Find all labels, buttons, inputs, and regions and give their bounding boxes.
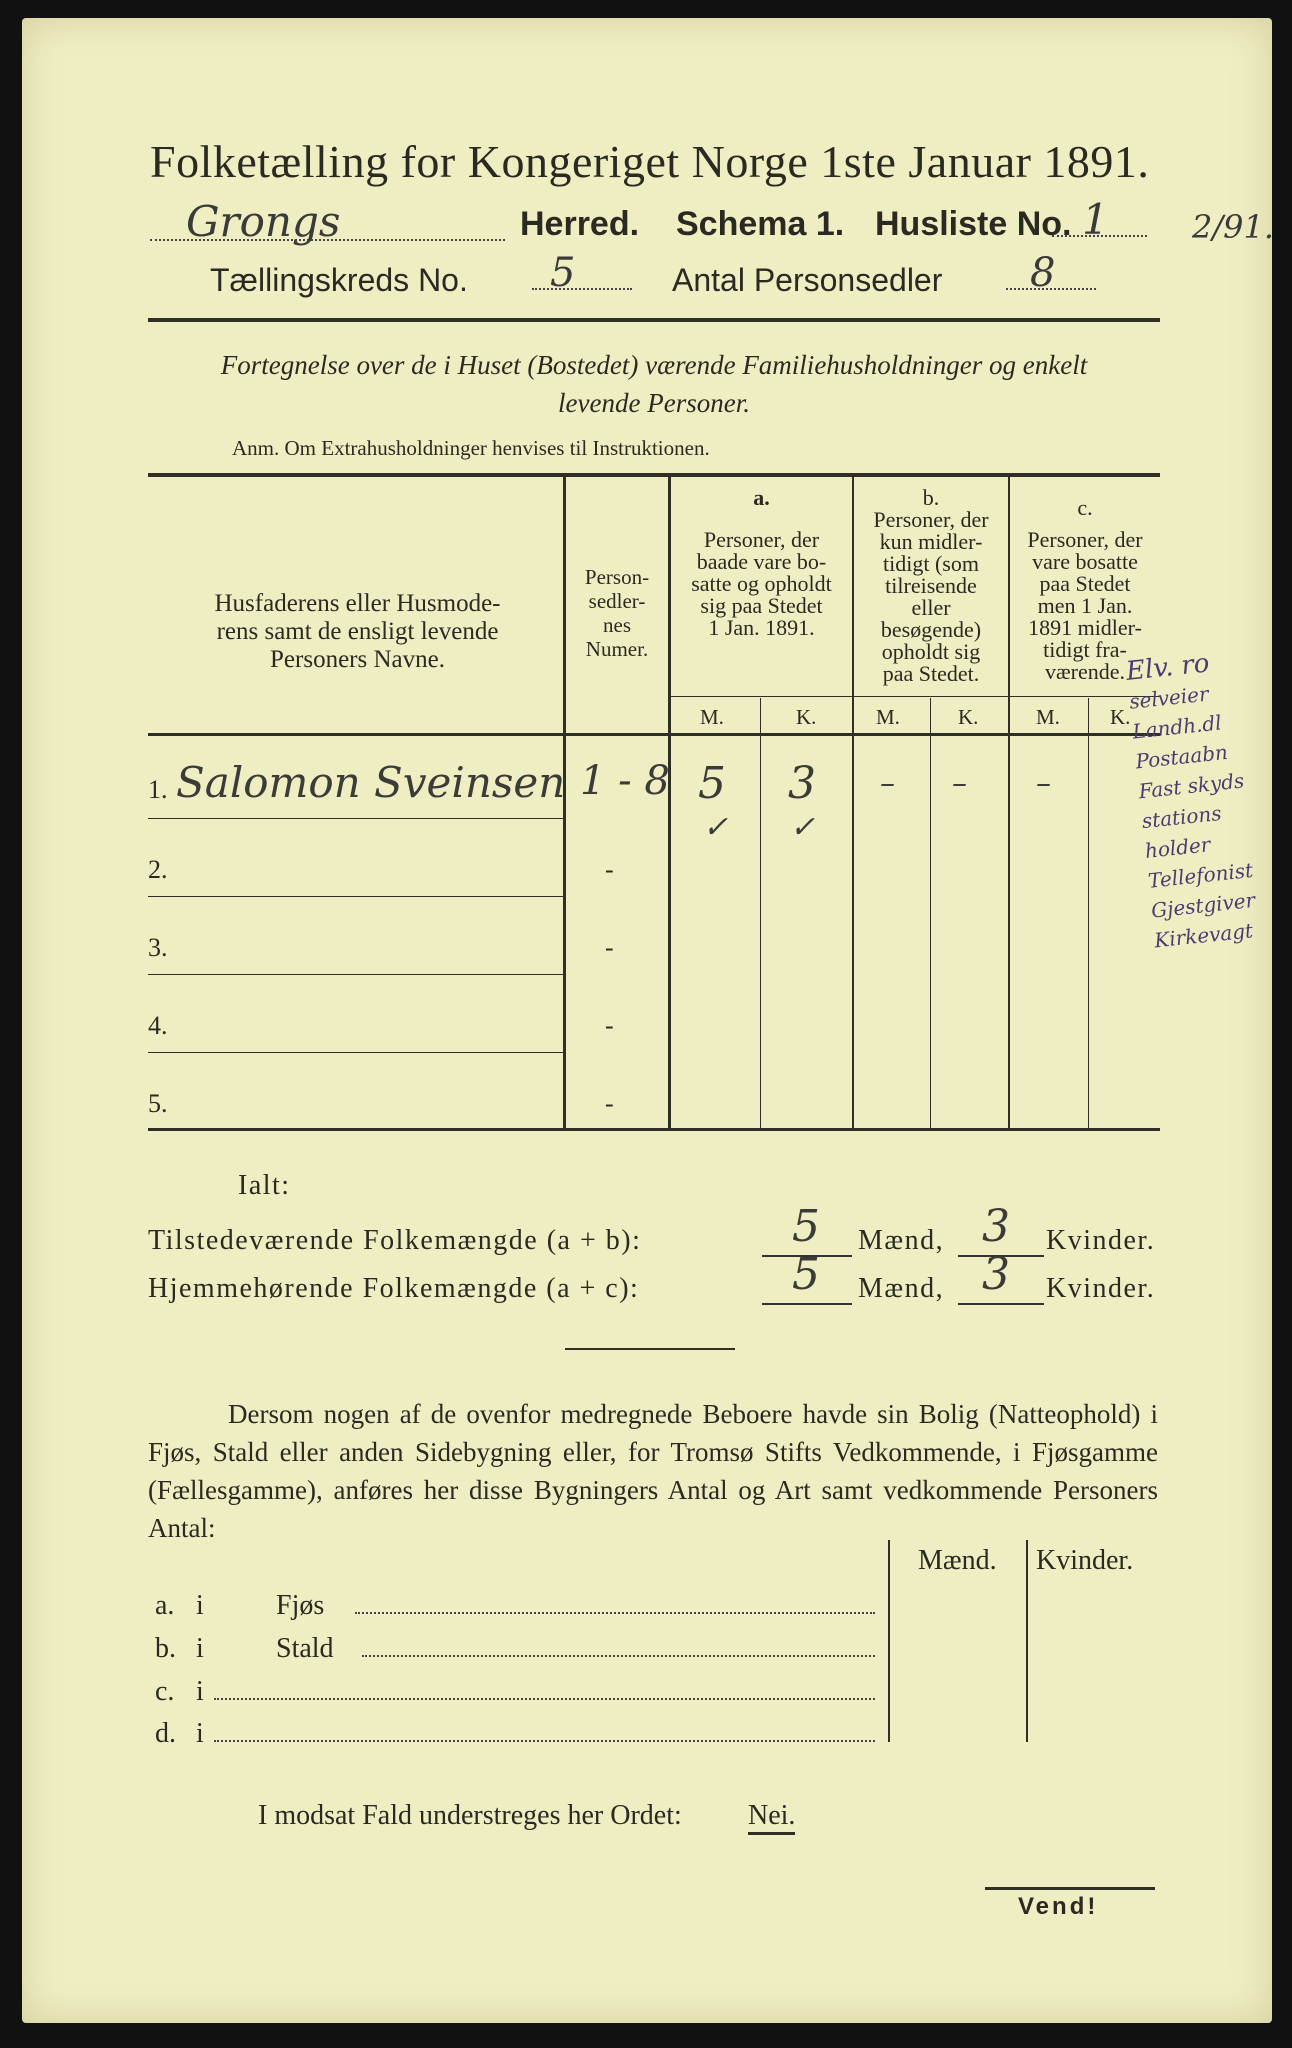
herred-value: Grongs: [186, 197, 341, 246]
mk-label: K.: [1110, 705, 1131, 729]
row-number: 3.: [148, 933, 168, 962]
hjemme-label: Hjemmehørende Folkemængde (a + c):: [148, 1273, 640, 1304]
outbuilding-letter: d.: [155, 1718, 176, 1749]
kvinder-word: Kvinder.: [1046, 1273, 1156, 1304]
outbuilding-label: Stald: [276, 1633, 334, 1664]
row-sedler: 1 - 8: [580, 758, 670, 804]
col-header-names: Husfaderens eller Husmode- rens samt de ensligt levende Personers Navne.: [214, 590, 501, 673]
col-header-c: c. Personer, der vare bosatte paa Stedet men 1 Jan. 1891 midler- tidigt fra- værende.: [1027, 495, 1143, 684]
dotted-leader: [355, 1612, 875, 1614]
vend-rule: [985, 1887, 1155, 1890]
intro-line-2: levende Personer.: [558, 388, 750, 418]
tilstede-kvinder: 3: [982, 1201, 1010, 1252]
mk-divider: [668, 696, 1160, 697]
margin-notes: Elv. ro selveier Landh.dl Postaabn Fast skyds stations holder Tellefonist Gjestgiver Kirkevagt: [1124, 648, 1257, 953]
row-sedler: -: [605, 855, 614, 884]
kreds-field: [532, 250, 632, 296]
tilstede-label: Tilstedeværende Folkemængde (a + b):: [148, 1225, 642, 1256]
herred-field: [150, 197, 505, 246]
outbuilding-label: Fjøs: [276, 1590, 325, 1621]
kreds-label: Tællingskreds No.: [210, 262, 468, 298]
dotted-leader: [362, 1655, 875, 1657]
outbuilding-i: i: [196, 1590, 204, 1621]
mk-label: M.: [1036, 705, 1060, 729]
hjemme-kvinder: 3: [982, 1249, 1010, 1300]
row-number: 5.: [148, 1089, 168, 1118]
col-maend: Mænd.: [918, 1545, 997, 1576]
personsedler-field: [1006, 250, 1096, 296]
husliste-value: 1: [1082, 195, 1109, 244]
row-line: [148, 1052, 563, 1053]
col-header-a: a. Personer, der baade vare bo- satte og opholdt sig paa Stedet 1 Jan. 1891.: [691, 485, 832, 640]
section-divider: [565, 1348, 735, 1350]
outbuilding-i: i: [196, 1718, 204, 1749]
table-bottom-rule: [148, 1128, 1160, 1131]
ialt-label: Ialt:: [238, 1170, 291, 1201]
checkmark: ✓: [790, 810, 816, 845]
mk-label: K.: [958, 705, 979, 729]
form-title: Folketælling for Kongeriget Norge 1ste Januar 1891.: [150, 136, 1150, 187]
row-sedler: -: [605, 1089, 614, 1118]
outbuilding-i: i: [196, 1633, 204, 1664]
row-sedler: -: [605, 1011, 614, 1040]
row-name: Salomon Sveinsen: [176, 758, 566, 807]
row-b-m: –: [880, 766, 895, 801]
table-vline: [930, 698, 931, 1128]
maend-word: Mænd,: [858, 1273, 945, 1304]
header-divider: [148, 318, 1160, 322]
row-c-m: –: [1036, 766, 1051, 801]
outbuilding-letter: a.: [155, 1590, 175, 1621]
anm-note: Anm. Om Extrahusholdninger henvises til Instruktionen.: [232, 436, 710, 460]
mk-label: M.: [876, 705, 900, 729]
outbuildings-vline: [888, 1540, 890, 1742]
corner-note: 2/91.: [1192, 208, 1275, 246]
row-sedler: -: [605, 933, 614, 962]
hjemme-kvinder-field: [958, 1249, 1044, 1305]
dotted-leader: [214, 1698, 875, 1700]
intro-line-1: Fortegnelse over de i Huset (Bostedet) værende Familiehusholdninger og enkelt: [220, 350, 1088, 380]
hjemme-maend-field: [762, 1249, 852, 1305]
col-header-sedler: Person- sedler- nes Numer.: [584, 565, 650, 661]
outbuilding-letter: b.: [155, 1633, 176, 1664]
kvinder-word: Kvinder.: [1046, 1225, 1156, 1256]
checkmark: ✓: [703, 810, 729, 845]
row-a-m: 5: [698, 758, 726, 809]
kreds-value: 5: [550, 250, 576, 296]
dotted-leader: [214, 1740, 875, 1742]
row-b-k: –: [952, 766, 967, 801]
row-number: 2.: [148, 855, 168, 884]
hjemme-maend: 5: [792, 1249, 820, 1300]
table-vline: [760, 698, 761, 1128]
outbuildings-vline: [1026, 1540, 1028, 1742]
herred-label: Herred.: [520, 205, 640, 243]
modsat-text: I modsat Fald understreges her Ordet:: [258, 1800, 682, 1831]
row-a-k: 3: [788, 758, 816, 809]
outbuilding-i: i: [196, 1676, 204, 1707]
maend-word: Mænd,: [858, 1225, 945, 1256]
nei-word: Nei.: [748, 1800, 795, 1835]
row-line: [148, 818, 563, 819]
mk-label: M.: [700, 705, 724, 729]
husliste-label: Husliste No.: [875, 205, 1072, 243]
personsedler-label: Antal Personsedler: [672, 262, 943, 298]
tilstede-maend: 5: [792, 1201, 820, 1252]
personsedler-value: 8: [1030, 250, 1056, 296]
outbuilding-letter: c.: [155, 1676, 175, 1707]
mk-label: K.: [796, 705, 817, 729]
col-kvinder: Kvinder.: [1036, 1545, 1134, 1576]
row-number: 4.: [148, 1011, 168, 1040]
table-vline: [1088, 698, 1089, 1128]
schema-label: Schema 1.: [676, 205, 845, 243]
husliste-field: [1052, 195, 1147, 243]
col-header-b: b. Personer, der kun midler- tidigt (som tilreisende eller besøgende) opholdt sig paa Stedet.: [873, 485, 989, 686]
row-number: 1.: [148, 775, 168, 804]
row-line: [148, 974, 563, 975]
row-line: [148, 896, 563, 897]
outbuildings-paragraph: Dersom nogen af de ovenfor medregnede Beboere havde sin Bolig (Natteophold) i Fjøs, Stald eller anden Sidebygning eller, for Tromsø Stifts Vedkommende, i Fjøsgamme (Fællesgamme), anføres her disse Bygningers Antal og Art samt vedkommende Personers Antal:: [148, 1399, 1158, 1543]
vend-text: Vend!: [1018, 1893, 1099, 1920]
